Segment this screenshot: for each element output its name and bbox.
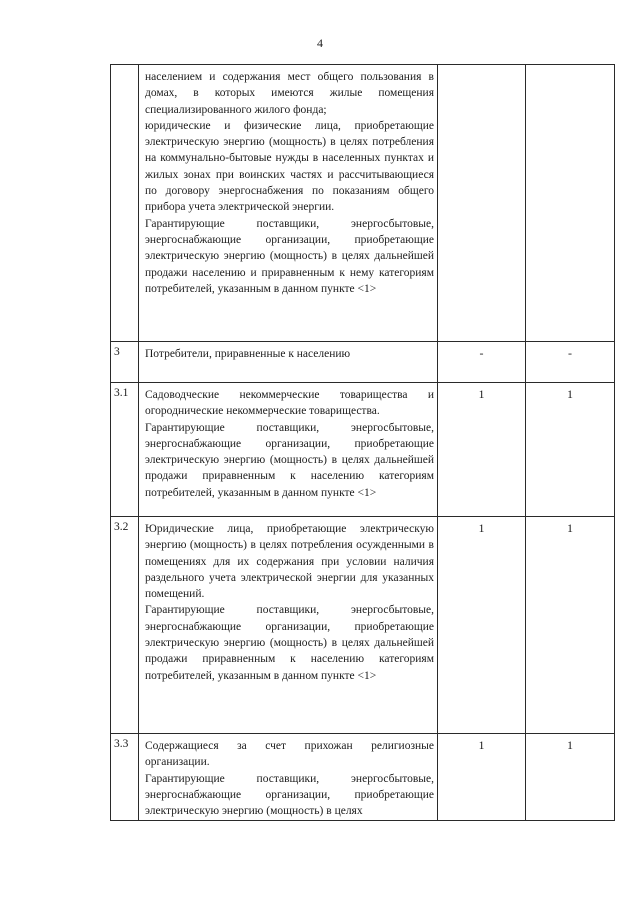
description-paragraph: Садоводческие некоммерческие товарищества и огороднические некоммерческие товарищества.	[145, 389, 434, 418]
table-row-continuation	[111, 65, 615, 342]
row-number-cell: 3.2	[111, 517, 139, 734]
row-number-cell: 3.3	[111, 734, 139, 821]
row-number-cell	[111, 65, 139, 342]
value-cell-1: 1	[438, 383, 526, 517]
value-cell-2: 1	[526, 734, 615, 821]
table-row-3-2	[111, 517, 615, 734]
table-row-3-3	[111, 734, 615, 821]
row-description-cell	[139, 342, 438, 383]
value-cell-1	[438, 65, 526, 342]
description-paragraph: юридические и физические лица, приобретающие электрическую энергию (мощность) в целях потребления на коммунально-бытовые нужды в населенных пунктах и жилых зонах при воинских частях и рассчитывающиеся по договору энергоснабжения по показаниям общего прибора учета электрической энергии.	[145, 119, 434, 214]
description-paragraph: Гарантирующие поставщики, энергосбытовые, энергоснабжающие организации, приобретающие электрическую энергию (мощность) в целях	[145, 772, 434, 818]
description-paragraph: Содержащиеся за счет прихожан религиозные организации.	[145, 740, 434, 769]
row-number-cell: 3.1	[111, 383, 139, 517]
tariff-table	[110, 64, 615, 821]
description-paragraph: населением и содержания мест общего пользования в домах, в которых имеются жилые помещения специализированного жилого фонда;	[145, 71, 434, 116]
row-description-cell	[139, 734, 438, 821]
table-row-3-1	[111, 383, 615, 517]
description-paragraph: Юридические лица, приобретающие электрическую энергию (мощность) в целях потребления осужденными в помещениях для их содержания при условии наличия раздельного учета электрической энергии для указанных помещений.	[145, 523, 434, 601]
value-cell-2: -	[526, 342, 615, 383]
description-paragraph: Гарантирующие поставщики, энергосбытовые, энергоснабжающие организации, приобретающие электрическую энергию (мощность) в целях дальнейшей продажи приравненным к населению категориям потребителей, указанным в данном пункте <1>	[145, 604, 434, 682]
description-paragraph: Гарантирующие поставщики, энергосбытовые, энергоснабжающие организации, приобретающие электрическую энергию (мощность) в целях дальнейшей продажи приравненным к населению категориям потребителей, указанным в данном пункте <1>	[145, 421, 434, 499]
value-cell-1: -	[438, 342, 526, 383]
table-row-3	[111, 342, 615, 383]
value-cell-2	[526, 65, 615, 342]
description-paragraph: Потребители, приравненные к населению	[145, 348, 351, 360]
value-cell-1: 1	[438, 517, 526, 734]
description-paragraph: Гарантирующие поставщики, энергосбытовые, энергоснабжающие организации, приобретающие электрическую энергию (мощность) в целях дальнейшей продажи населению и приравненным к нему категориям потребителей, указанным в данном пункте <1>	[145, 217, 434, 295]
page-number: 4	[317, 36, 323, 50]
row-number-cell: 3	[111, 342, 139, 383]
row-description-cell	[139, 383, 438, 517]
row-description-cell	[139, 65, 438, 342]
row-description-cell	[139, 517, 438, 734]
value-cell-2: 1	[526, 383, 615, 517]
value-cell-1: 1	[438, 734, 526, 821]
value-cell-2: 1	[526, 517, 615, 734]
